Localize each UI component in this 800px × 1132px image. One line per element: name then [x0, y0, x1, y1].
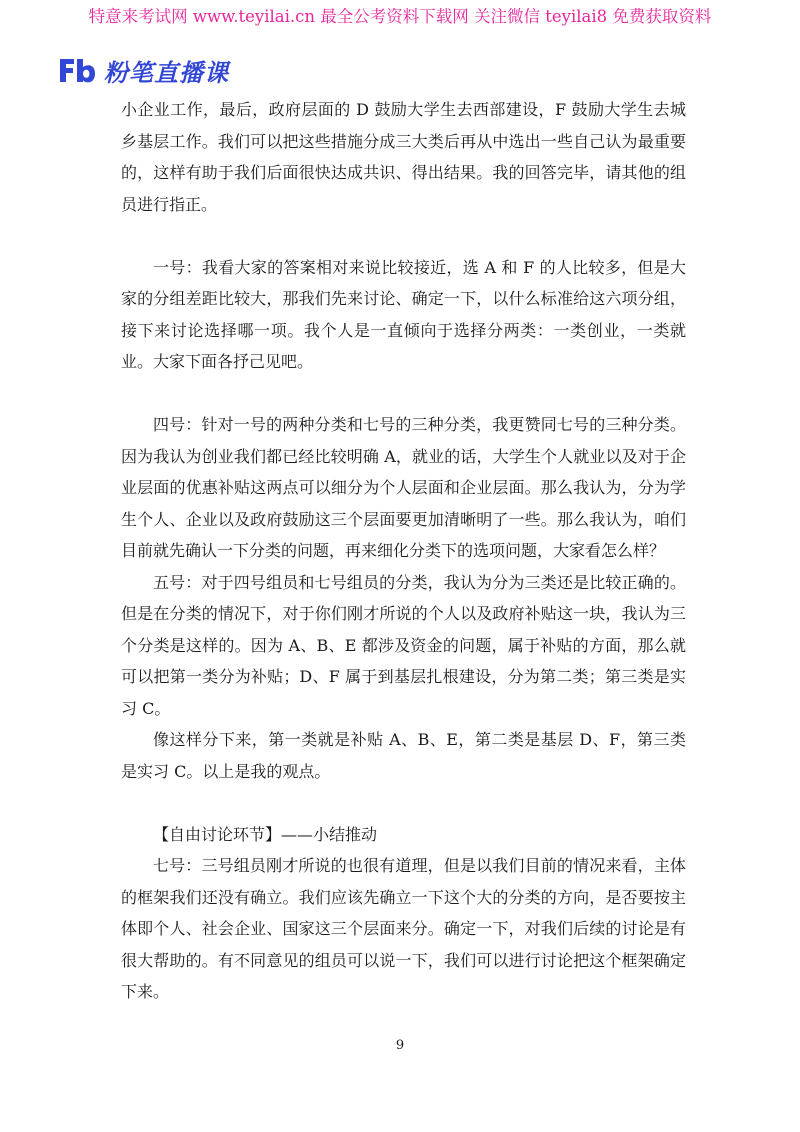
document-body — [121, 94, 686, 1008]
section-heading-free-discussion: 【自由讨论环节】——小结推动 — [153, 824, 378, 844]
paragraph-speaker-7: 七号：三号组员刚才所说的也很有道理，但是以我们目前的情况来看，主体的框架我们还没有确立。我们应该先确立一下这个大的分类的方向，是否要按主体即个人、社会企业、国家这三个层面来分。确定一下，对我们后续的讨论是有很大帮助的。有不同意见的组员可以说一下，我们可以进行讨论把这个框架确定下来。 — [121, 856, 686, 1001]
page-number: 9 — [395, 1038, 405, 1053]
paragraph-continued: 小企业工作，最后，政府层面的 D 鼓励大学生去西部建设，F 鼓励大学生去城乡基层工作。我们可以把这些措施分成三大类后再从中选出一些自己认为最重要的，这样有助于我们后面很快达成共识、得出结果。我的回答完毕，请其他的组员进行指正。 — [121, 100, 686, 214]
paragraph-speaker-5-summary: 像这样分下来，第一类就是补贴 A、B、E，第二类是基层 D、F，第三类是实习 C。以上是我的观点。 — [121, 730, 686, 781]
paragraph-speaker-1: 一号：我看大家的答案相对来说比较接近，选 A 和 F 的人比较多，但是大家的分组差距比较大，那我们先来讨论、确定一下，以什么标准给这六项分组，接下来讨论选择哪一项。我个人是一直倾向于选择分两类：一类创业，一类就业。大家下面各抒己见吧。 — [121, 257, 686, 371]
paragraph-speaker-5: 五号：对于四号组员和七号组员的分类，我认为分为三类还是比较正确的。但是在分类的情况下，对于你们刚才所说的个人以及政府补贴这一块，我认为三个分类是这样的。因为 A、B、E 都涉及资金的问题，属于补贴的方面，那么就可以把第一类分为补贴；D、F 属于到基层扎根建设，分为第二类；第三类是实习 C。 — [121, 572, 686, 718]
fb-logo-icon — [58, 55, 96, 85]
watermark-banner: 特意来考试网 www.teyilai.cn 最全公考资料下载网 关注微信 teyilai8 免费获取资料 — [88, 7, 712, 26]
brand-name: 粉笔直播课 — [104, 58, 229, 87]
brand-logo — [58, 52, 229, 88]
paragraph-speaker-4: 四号：针对一号的两种分类和七号的三种分类，我更赞同七号的三种分类。因为我认为创业我们都已经比较明确 A，就业的话，大学生个人就业以及对于企业层面的优惠补贴这两点可以细分为个人层面和企业层面。那么我认为，分为学生个人、企业以及政府鼓励这三个层面要更加清晰明了一些。那么我认为，咱们目前就先确认一下分类的问题，再来细化分类下的选项问题，大家看怎么样？ — [121, 415, 686, 560]
